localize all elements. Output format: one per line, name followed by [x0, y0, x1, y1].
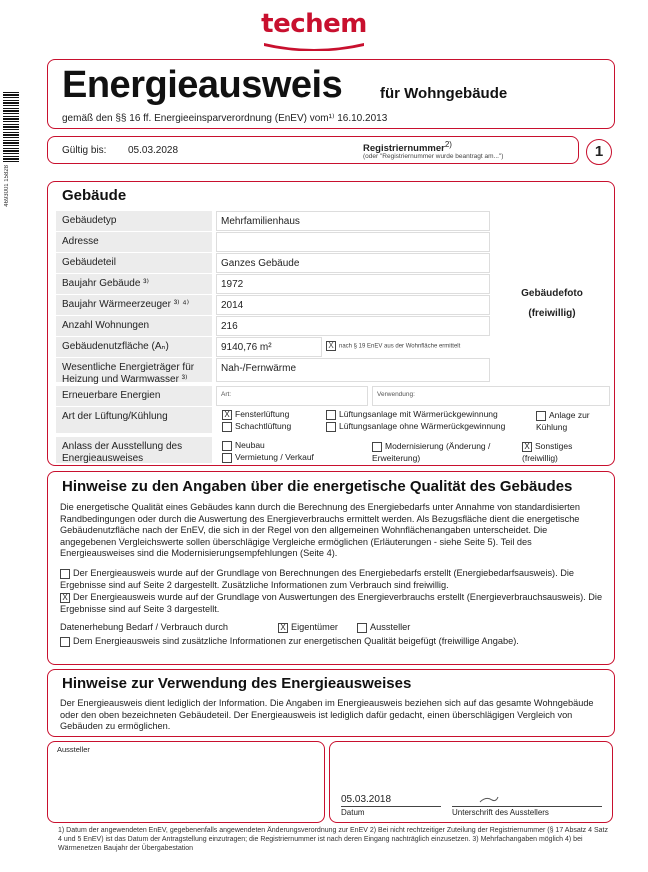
registration-label: Registriernummer [363, 143, 445, 155]
lueftung-option-kuehlung[interactable] [536, 409, 602, 433]
area-note: nach § 19 EnEV aus der Wohnfläche ermittelt [339, 343, 461, 350]
barcode-number: 4693001 15828 [4, 165, 10, 207]
checkbox[interactable] [222, 453, 232, 463]
value-erneuerbare-art: Art: [216, 386, 368, 406]
logo-text: techem [261, 9, 367, 39]
value-energietraeger: Nah-/Fernwärme [216, 358, 490, 382]
area-note-wrap [326, 341, 460, 351]
anlass-option-sonstiges[interactable] [522, 440, 592, 464]
value-baujahr-waermeerzeuger: 2014 [216, 295, 490, 315]
hinweise2-heading: Hinweise zur Verwendung des Energieausweises [62, 675, 412, 692]
option-bedarfsausweis[interactable] [60, 568, 605, 591]
page-number-badge: 1 [586, 139, 612, 165]
label-gebaeudenutzflaeche: Gebäudenutzfläche (Aₙ) [56, 337, 212, 357]
option-label: Der Energieausweis wurde auf der Grundlage von Auswertungen des Energieverbrauchs erstellt (Energieverbrauchsausweis). Die Ergebnisse sind auf Seite 3 dargestellt. [60, 592, 603, 614]
checkbox[interactable] [357, 623, 367, 633]
signature-mark-icon [478, 794, 500, 804]
value-gebaeudetyp: Mehrfamilienhaus [216, 211, 490, 231]
hinweise2-paragraph: Der Energieausweis dient lediglich der Information. Die Angaben im Energieausweis beziehen sich auf das gesamte Wohngebäude oder den oben bezeichneten Gebäudeteil. Der Energieausweis ist lediglich dafür gedacht, einen überschlägigen Vergleich von Gebäuden zu ermöglichen. [60, 698, 594, 731]
photo-title: Gebäudefoto [521, 288, 583, 299]
label-gebaeudetyp: Gebäudetyp [56, 211, 212, 231]
label-energietraeger: Wesentliche Energieträger für Heizung und Warmwasser ³⁾ [56, 358, 212, 382]
registration-sup: 2) [444, 140, 452, 149]
value-erneuerbare-verwendung: Verwendung: [372, 386, 610, 406]
label-adresse: Adresse [56, 232, 212, 252]
checkbox[interactable]: X [222, 410, 232, 420]
option-label: Fensterlüftung [235, 409, 290, 419]
lueftung-option-ohne-wrg[interactable] [326, 421, 505, 432]
option-label: Lüftungsanlage mit Wärmerückgewinnung [339, 409, 498, 419]
anlass-option-modernisierung[interactable] [372, 440, 492, 464]
option-label: Modernisierung (Änderung / Erweiterung) [372, 441, 491, 463]
checkbox[interactable] [60, 569, 70, 579]
barcode-icon [3, 92, 19, 162]
techem-logo [259, 10, 369, 56]
label-erneuerbare: Erneuerbare Energien [56, 386, 212, 406]
document-subtitle: gemäß den §§ 16 ff. Energieeinsparverordnung (EnEV) vom¹⁾ 16.10.2013 [62, 113, 388, 124]
label-lueftung: Art der Lüftung/Kühlung [56, 407, 212, 433]
option-label: Aussteller [370, 622, 411, 632]
logo-swoosh-icon [262, 41, 366, 51]
label-baujahr-waermeerzeuger: Baujahr Wärmeerzeuger ³⁾ ⁴⁾ [56, 295, 212, 315]
option-label: Anlage zur Kühlung [536, 410, 590, 432]
option-zusatzinformationen[interactable] [60, 636, 605, 648]
hinweise1-paragraph: Die energetische Qualität eines Gebäudes kann durch die Berechnung des Energiebedarfs unter Annahme von standardisierten Randbedingungen oder durch die Auswertung des Energieverbrauchs ermittelt werden. Als Bezugsfläche dient die energetische Gebäudenutzfläche nach der EnEV, die sich in der Regel von den allgemeinen Wohnflächenangaben unterscheidet. Die angegebenen Vergleichswerte sollen überschlägige Vergleiche ermöglichen (Erläuterungen - siehe Seite 5). Teil des Energieausweises sind die Modernisierungsempfehlungen (Seite 4). [60, 502, 580, 558]
datenerhebung-label: Datenerhebung Bedarf / Verbrauch durch [60, 622, 229, 632]
checkbox[interactable] [222, 441, 232, 451]
photo-subtitle: (freiwillig) [528, 308, 576, 319]
signature-label: Unterschrift des Ausstellers [452, 808, 549, 817]
checkbox[interactable]: X [278, 623, 288, 633]
checkbox[interactable] [60, 637, 70, 647]
option-label: Lüftungsanlage ohne Wärmerückgewinnung [339, 421, 506, 431]
option-label: Dem Energieausweis sind zusätzliche Informationen zur energetischen Qualität beigefügt (freiwillige Angabe). [73, 636, 519, 646]
document-title: Energieausweis [62, 64, 343, 106]
registration-note: (oder "Registriernummer wurde beantragt am...") [363, 153, 504, 160]
document-title-suffix: für Wohngebäude [380, 85, 508, 102]
anlass-option-neubau[interactable] [222, 440, 265, 451]
option-aussteller[interactable] [357, 622, 410, 634]
date-line [341, 806, 441, 807]
label-anlass: Anlass der Ausstellung des Energieausweises [56, 437, 212, 463]
option-eigentuemer[interactable] [278, 622, 338, 634]
option-label: Vermietung / Verkauf [235, 452, 314, 462]
valid-until-label: Gültig bis: [62, 145, 107, 156]
checkbox[interactable]: X [60, 593, 70, 603]
option-label: Sonstiges (freiwillig) [522, 441, 573, 463]
label-baujahr-gebaeude: Baujahr Gebäude ³⁾ [56, 274, 212, 294]
signature-line [452, 806, 602, 807]
checkbox[interactable] [326, 422, 336, 432]
hinweise1-heading: Hinweise zu den Angaben über die energetische Qualität des Gebäudes [62, 478, 573, 495]
area-checkbox[interactable]: X [326, 341, 336, 351]
footnotes: 1) Datum der angewendeten EnEV, gegebenenfalls angewendeten Änderungsverordnung zur EnEV 2) Bei nicht rechtzeitiger Zuteilung der Registriernummer (§ 17 Absatz 4 Satz 4 und 5 EnEV) ist das Datum der Antragstellung einzutragen; die Registriernummer ist nach deren Eingang nachträglich einzusetzen. 3) Mehrfachangaben möglich 4) bei Wärmenetzen Baujahr der Übergabestation [58, 827, 608, 852]
lueftung-option-fenster[interactable] [222, 409, 289, 420]
option-label: Der Energieausweis wurde auf der Grundlage von Berechnungen des Energiebedarfs erstellt (Energiebedarfsausweis). Die Ergebnisse sind auf Seite 2 dargestellt. Zusätzliche Informationen zum Verbrauch sind freiwillig. [60, 568, 575, 590]
aussteller-label: Aussteller [57, 745, 90, 754]
lueftung-option-schacht[interactable] [222, 421, 291, 432]
checkbox[interactable] [372, 442, 382, 452]
value-gebaeudeteil: Ganzes Gebäude [216, 253, 490, 273]
option-label: Schachtlüftung [235, 421, 292, 431]
checkbox[interactable]: X [522, 442, 532, 452]
label-anzahl-wohnungen: Anzahl Wohnungen [56, 316, 212, 336]
value-baujahr-gebaeude: 1972 [216, 274, 490, 294]
value-anzahl-wohnungen: 216 [216, 316, 490, 336]
valid-until-date: 05.03.2028 [128, 145, 179, 156]
option-label: Eigentümer [291, 622, 338, 632]
issue-date: 05.03.2018 [341, 794, 392, 805]
value-adresse [216, 232, 490, 252]
anlass-option-vermietung[interactable] [222, 452, 314, 463]
checkbox[interactable] [222, 422, 232, 432]
gebaeude-heading: Gebäude [62, 187, 127, 204]
option-verbrauchsausweis[interactable] [60, 592, 605, 615]
lueftung-option-mit-wrg[interactable] [326, 409, 498, 420]
value-gebaeudenutzflaeche: 9140,76 m² [216, 337, 322, 357]
checkbox[interactable] [326, 410, 336, 420]
date-label: Datum [341, 808, 365, 817]
option-label: Neubau [235, 440, 265, 450]
label-gebaeudeteil: Gebäudeteil [56, 253, 212, 273]
checkbox[interactable] [536, 411, 546, 421]
